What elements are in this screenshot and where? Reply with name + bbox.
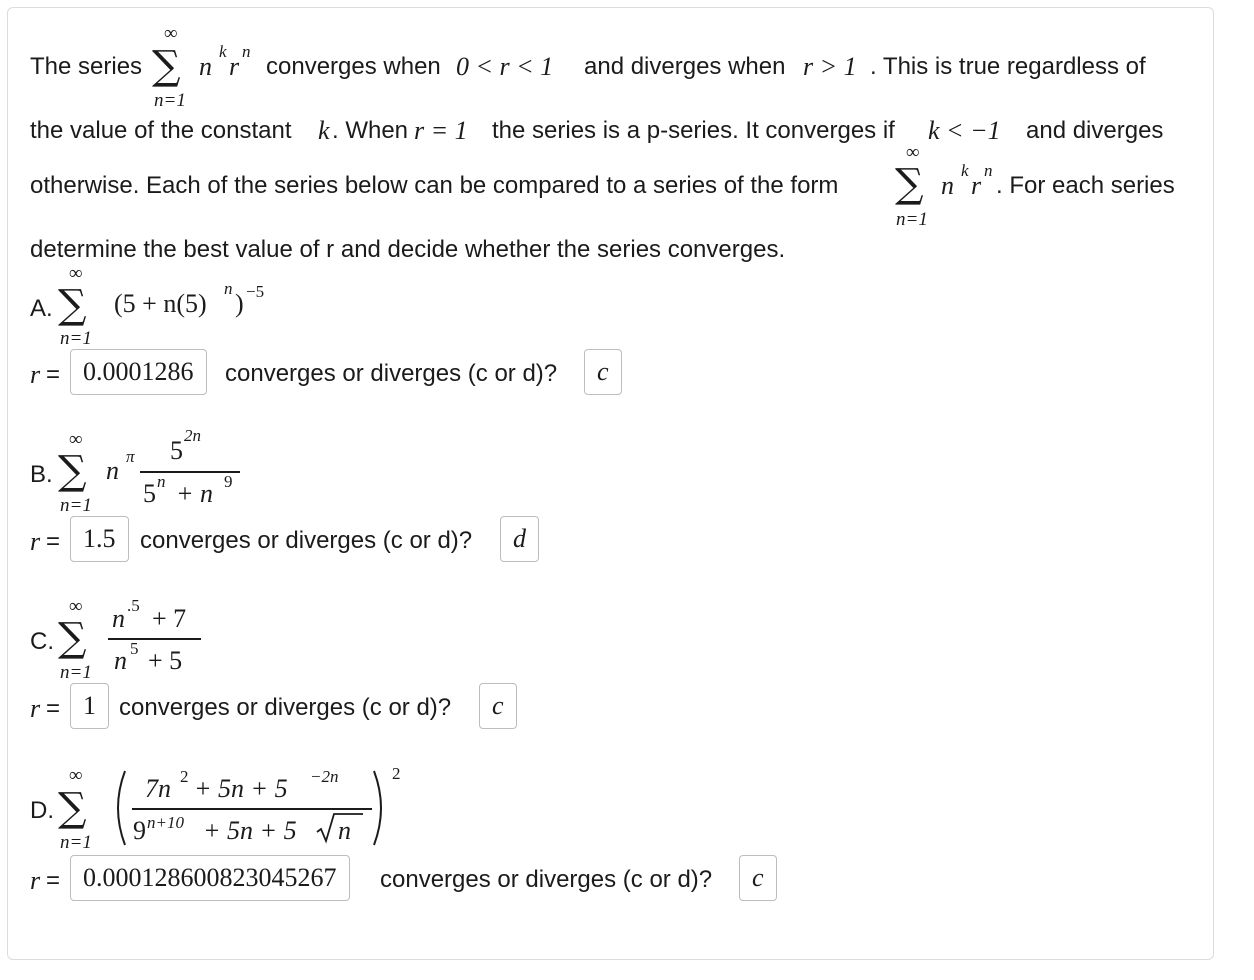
problem-a-r-input[interactable]: 0.0001286 bbox=[70, 349, 207, 395]
right-paren-icon bbox=[370, 768, 392, 848]
problem-d-r-input[interactable]: 0.000128600823045267 bbox=[70, 855, 350, 901]
sigma-icon-2: ∑ bbox=[895, 161, 924, 207]
intro-math-range: 0 < r < 1 bbox=[456, 52, 554, 81]
problem-d-cd-label: converges or diverges (c or d)? bbox=[380, 866, 713, 893]
intro-text-8: and diverges bbox=[1026, 117, 1164, 144]
intro-text-3: and diverges when bbox=[584, 53, 786, 80]
problem-c-sum-lower: n=1 bbox=[60, 662, 92, 683]
problem-a-r-label: r bbox=[30, 360, 41, 389]
problem-c-num-a-sup: .5 bbox=[127, 596, 140, 615]
problem-c-den-a: n bbox=[114, 646, 127, 675]
problem-c-r-label: r bbox=[30, 694, 41, 723]
problem-b-num: 5 bbox=[170, 436, 183, 465]
problem-d-num-a-sup: 2 bbox=[180, 767, 189, 786]
problem-a-expr-sup-outer: −5 bbox=[246, 282, 265, 301]
problem-d-r-eq: = bbox=[46, 867, 61, 894]
problem-b-r-input[interactable]: 1.5 bbox=[70, 516, 129, 562]
problem-b-cd-input[interactable]: d bbox=[500, 516, 539, 562]
problem-c-cd-input[interactable]: c bbox=[479, 683, 517, 729]
problem-d-cd-input[interactable]: c bbox=[739, 855, 777, 901]
problem-c-sigma-icon: ∑ bbox=[58, 615, 87, 661]
problem-a-expr-sup-n: n bbox=[224, 279, 233, 298]
problem-c-label: C. bbox=[30, 628, 54, 655]
problem-d-fraction-bar bbox=[132, 808, 372, 810]
intro-text-4: . This is true regardless of bbox=[870, 53, 1146, 80]
intro-text-7: the series is a p-series. It converges if bbox=[492, 117, 895, 144]
problem-b-pre: n bbox=[106, 456, 119, 485]
problem-c-num-a: n bbox=[112, 604, 125, 633]
problem-d-sum-lower: n=1 bbox=[60, 832, 92, 853]
intro-text-9: otherwise. Each of the series below can be compared to a series of the form bbox=[30, 172, 839, 199]
problem-b-den-b: + n bbox=[176, 479, 214, 508]
term-r-2: r bbox=[971, 171, 982, 200]
problem-b-den-a: 5 bbox=[143, 479, 156, 508]
problem-c-fraction-bar bbox=[108, 638, 201, 640]
sum-upper-limit: ∞ bbox=[164, 23, 178, 44]
intro-math-k: k bbox=[318, 116, 330, 145]
problem-c-r-input[interactable]: 1 bbox=[70, 683, 109, 729]
intro-math-kneg: k < −1 bbox=[928, 116, 1001, 145]
problem-c-num-b: + 7 bbox=[152, 604, 187, 633]
intro-math-gt: r > 1 bbox=[803, 52, 857, 81]
problem-a-cd-input[interactable]: c bbox=[584, 349, 622, 395]
sum-upper-limit-2: ∞ bbox=[906, 142, 920, 163]
problem-b-num-sup: 2n bbox=[184, 426, 201, 445]
problem-d-den-sqrt: n bbox=[338, 816, 351, 845]
intro-text-1: The series bbox=[30, 53, 143, 80]
problem-b-r-eq: = bbox=[46, 528, 61, 555]
left-paren-icon bbox=[107, 768, 129, 848]
problem-a-sigma-icon: ∑ bbox=[58, 282, 87, 328]
problem-d-sum-upper: ∞ bbox=[69, 765, 83, 786]
problem-b-den-a-sup: n bbox=[157, 472, 166, 491]
problem-b-label: B. bbox=[30, 461, 53, 488]
sigma-icon: ∑ bbox=[152, 43, 181, 89]
problem-b-sigma-icon: ∑ bbox=[58, 448, 87, 494]
term-k: k bbox=[219, 42, 227, 61]
problem-c-r-eq: = bbox=[46, 695, 61, 722]
intro-text-5: the value of the constant bbox=[30, 117, 292, 144]
problem-b-sum-upper: ∞ bbox=[69, 429, 83, 450]
problem-d-num-b-sup: −2n bbox=[310, 767, 339, 786]
problem-b-pre-sup: π bbox=[126, 447, 135, 466]
problem-d-num-b: + 5n + 5 bbox=[194, 774, 288, 803]
problem-a-expr-main: (5 + n(5) bbox=[114, 289, 207, 318]
problem-d-r-label: r bbox=[30, 866, 41, 895]
intro-math-r1: r = 1 bbox=[414, 116, 468, 145]
intro-text-11: determine the best value of r and decide whether the series converges. bbox=[30, 236, 786, 263]
problem-d-outer-sup: 2 bbox=[392, 764, 401, 783]
sum-lower-limit: n=1 bbox=[154, 90, 186, 111]
intro-text-6: . When bbox=[332, 117, 409, 144]
term-k-2: k bbox=[961, 161, 969, 180]
problem-c-den-b: + 5 bbox=[148, 646, 183, 675]
problem-c-den-a-sup: 5 bbox=[130, 639, 139, 658]
problem-a-sum-lower: n=1 bbox=[60, 328, 92, 349]
problem-d-num-a: 7n bbox=[145, 774, 171, 803]
problem-c-cd-label: converges or diverges (c or d)? bbox=[119, 694, 452, 721]
term-r: r bbox=[229, 52, 240, 81]
problem-b-cd-label: converges or diverges (c or d)? bbox=[140, 527, 473, 554]
term-n-2: n bbox=[941, 171, 954, 200]
term-n: n bbox=[199, 52, 212, 81]
problem-a-expr-close: ) bbox=[235, 289, 244, 318]
problem-a-label: A. bbox=[30, 295, 53, 322]
sum-lower-limit-2: n=1 bbox=[896, 209, 928, 230]
problem-d-sigma-icon: ∑ bbox=[58, 785, 87, 831]
term-sup-n: n bbox=[242, 42, 251, 61]
problem-a-r-eq: = bbox=[46, 361, 61, 388]
term-sup-n-2: n bbox=[984, 161, 993, 180]
problem-a-sum-upper: ∞ bbox=[69, 263, 83, 284]
problem-d-label: D. bbox=[30, 797, 54, 824]
intro-text-10: . For each series bbox=[996, 172, 1175, 199]
problem-a-cd-label: converges or diverges (c or d)? bbox=[225, 360, 558, 387]
problem-b-den-b-sup: 9 bbox=[224, 472, 233, 491]
problem-b-sum-lower: n=1 bbox=[60, 495, 92, 516]
problem-c-sum-upper: ∞ bbox=[69, 596, 83, 617]
problem-d-den-b: + 5n + 5 bbox=[203, 816, 297, 845]
problem-d-den-a: 9 bbox=[133, 816, 146, 845]
intro-text-2: converges when bbox=[266, 53, 441, 80]
problem-b-r-label: r bbox=[30, 527, 41, 556]
problem-d-den-a-sup: n+10 bbox=[147, 813, 184, 832]
